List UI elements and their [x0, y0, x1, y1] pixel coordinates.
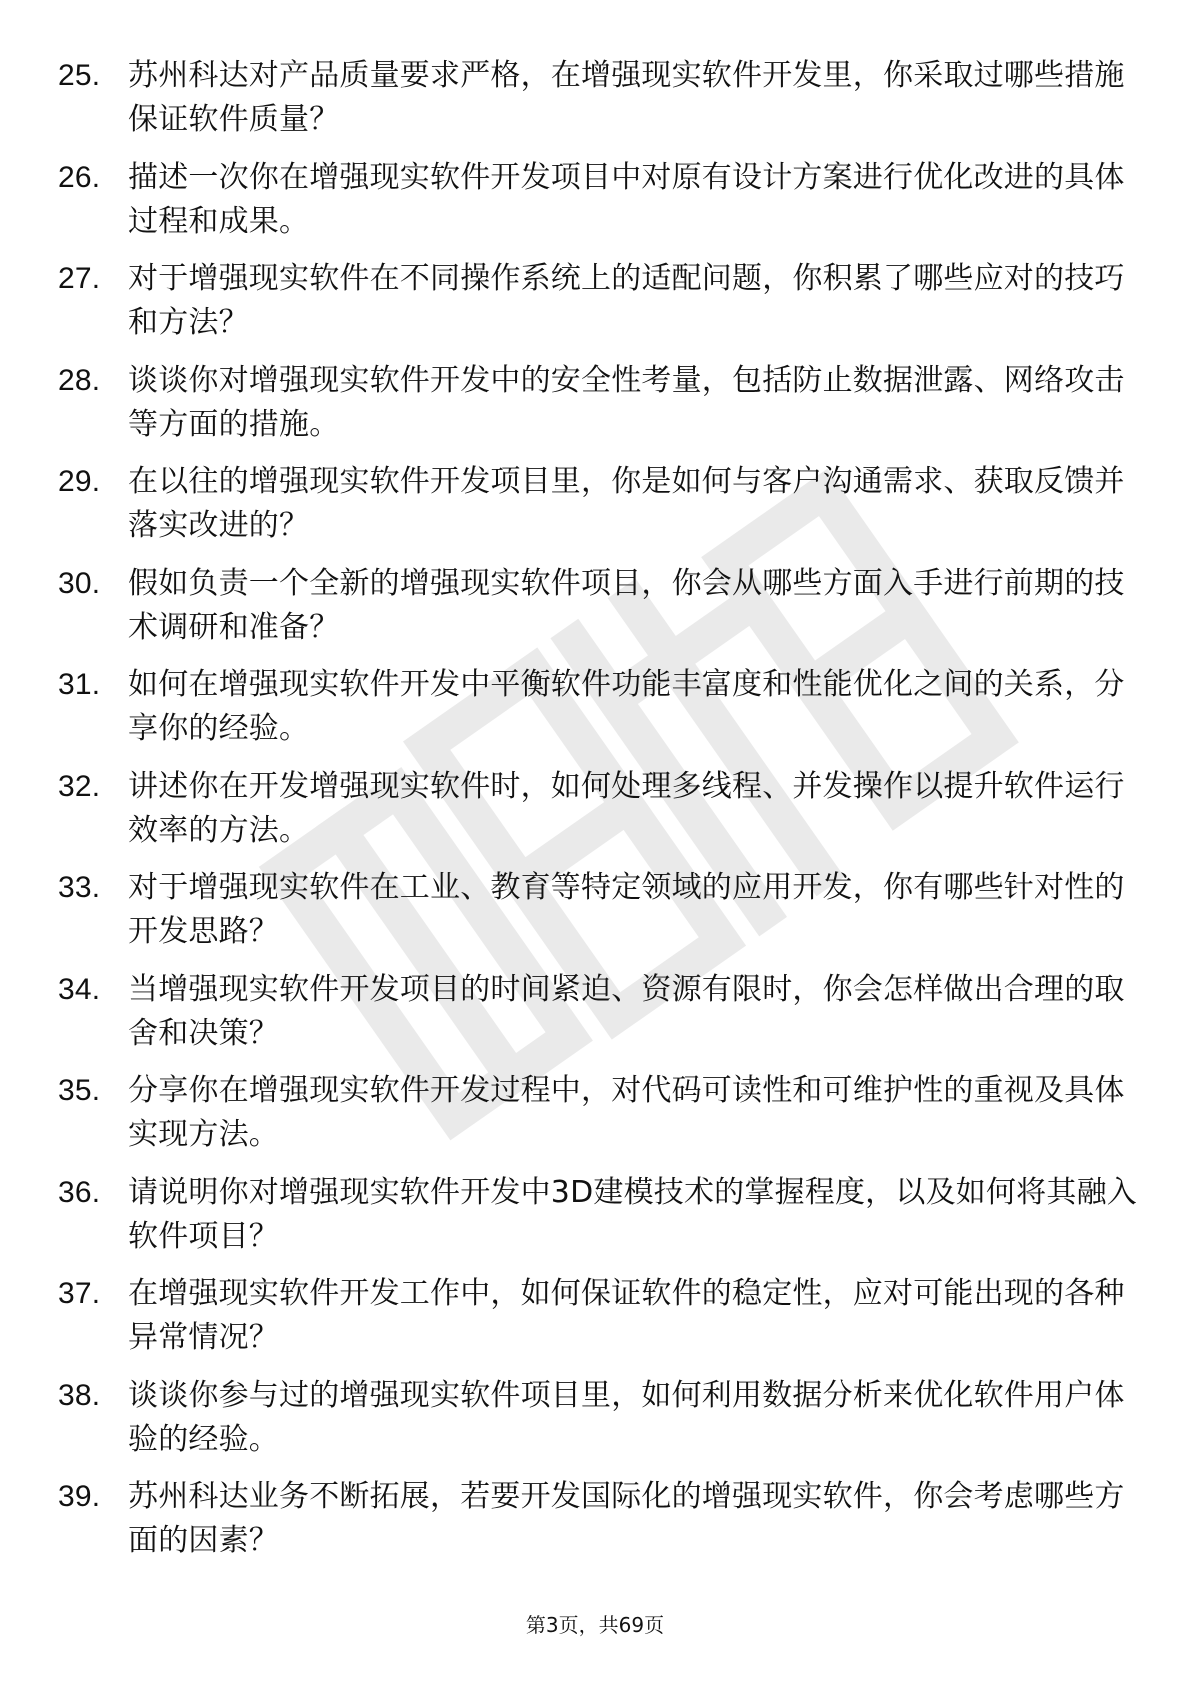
question-item [58, 968, 1138, 1056]
question-number: 25. [58, 59, 101, 92]
question-item [58, 156, 1138, 244]
question-item [58, 1272, 1138, 1360]
question-number: 34. [58, 972, 101, 1006]
question-text: 在以往的增强现实软件开发项目里，你是如何与客户沟通需求、获取反馈并落实改进的？ [128, 464, 1125, 543]
question-item [58, 866, 1138, 954]
question-number: 35. [58, 1074, 101, 1107]
question-text: 苏州科达业务不断拓展，若要开发国际化的增强现实软件，你会考虑哪些方面的因素？ [128, 1479, 1125, 1558]
question-text: 描述一次你在增强现实软件开发项目中对原有设计方案进行优化改进的具体过程和成果。 [128, 159, 1125, 239]
question-number: 28. [58, 363, 101, 397]
question-text: 对于增强现实软件在不同操作系统上的适配问题，你积累了哪些应对的技巧和方法？ [128, 261, 1125, 340]
question-item [58, 54, 1138, 142]
question-number: 38. [58, 1378, 101, 1412]
question-text: 分享你在增强现实软件开发过程中，对代码可读性和可维护性的重视及具体实现方法。 [128, 1073, 1125, 1152]
question-number: 36. [58, 1175, 101, 1209]
question-item [58, 1069, 1138, 1157]
question-number: 29. [58, 465, 101, 498]
question-item [58, 1171, 1138, 1259]
question-number: 33. [58, 871, 101, 904]
question-text: 苏州科达对产品质量要求严格，在增强现实软件开发里，你采取过哪些措施保证软件质量？ [128, 58, 1125, 137]
page-indicator: 第3页，共69页 [525, 1613, 665, 1637]
question-text: 在增强现实软件开发工作中，如何保证软件的稳定性，应对可能出现的各种异常情况？ [128, 1276, 1125, 1355]
question-text: 讲述你在开发增强现实软件时，如何处理多线程、并发操作以提升软件运行效率的方法。 [128, 768, 1125, 848]
question-number: 27. [58, 262, 101, 295]
question-text: 谈谈你参与过的增强现实软件项目里，如何利用数据分析来优化软件用户体验的经验。 [128, 1377, 1125, 1457]
question-number: 31. [58, 668, 101, 701]
question-item [58, 663, 1138, 751]
question-item [58, 1374, 1138, 1462]
question-number: 39. [58, 1480, 101, 1513]
question-item [58, 257, 1138, 345]
question-number: 32. [58, 769, 101, 803]
question-number: 26. [58, 160, 101, 194]
question-text: 请说明你对增强现实软件开发中3D建模技术的掌握程度，以及如何将其融入软件项目？ [128, 1174, 1137, 1254]
question-item [58, 562, 1138, 650]
question-text: 对于增强现实软件在工业、教育等特定领域的应用开发，你有哪些针对性的开发思路？ [128, 870, 1125, 949]
page-footer [0, 1612, 1190, 1638]
question-text: 谈谈你对增强现实软件开发中的安全性考量，包括防止数据泄露、网络攻击等方面的措施。 [128, 362, 1125, 442]
question-number: 37. [58, 1277, 101, 1310]
question-text: 如何在增强现实软件开发中平衡软件功能丰富度和性能优化之间的关系，分享你的经验。 [128, 667, 1125, 746]
question-number: 30. [58, 566, 101, 600]
question-item [58, 359, 1138, 447]
question-item [58, 1475, 1138, 1563]
question-list [58, 54, 1138, 1577]
question-text: 假如负责一个全新的增强现实软件项目，你会从哪些方面入手进行前期的技术调研和准备？ [128, 565, 1125, 645]
question-item [58, 765, 1138, 853]
question-item [58, 460, 1138, 548]
question-text: 当增强现实软件开发项目的时间紧迫、资源有限时，你会怎样做出合理的取舍和决策？ [128, 971, 1125, 1051]
